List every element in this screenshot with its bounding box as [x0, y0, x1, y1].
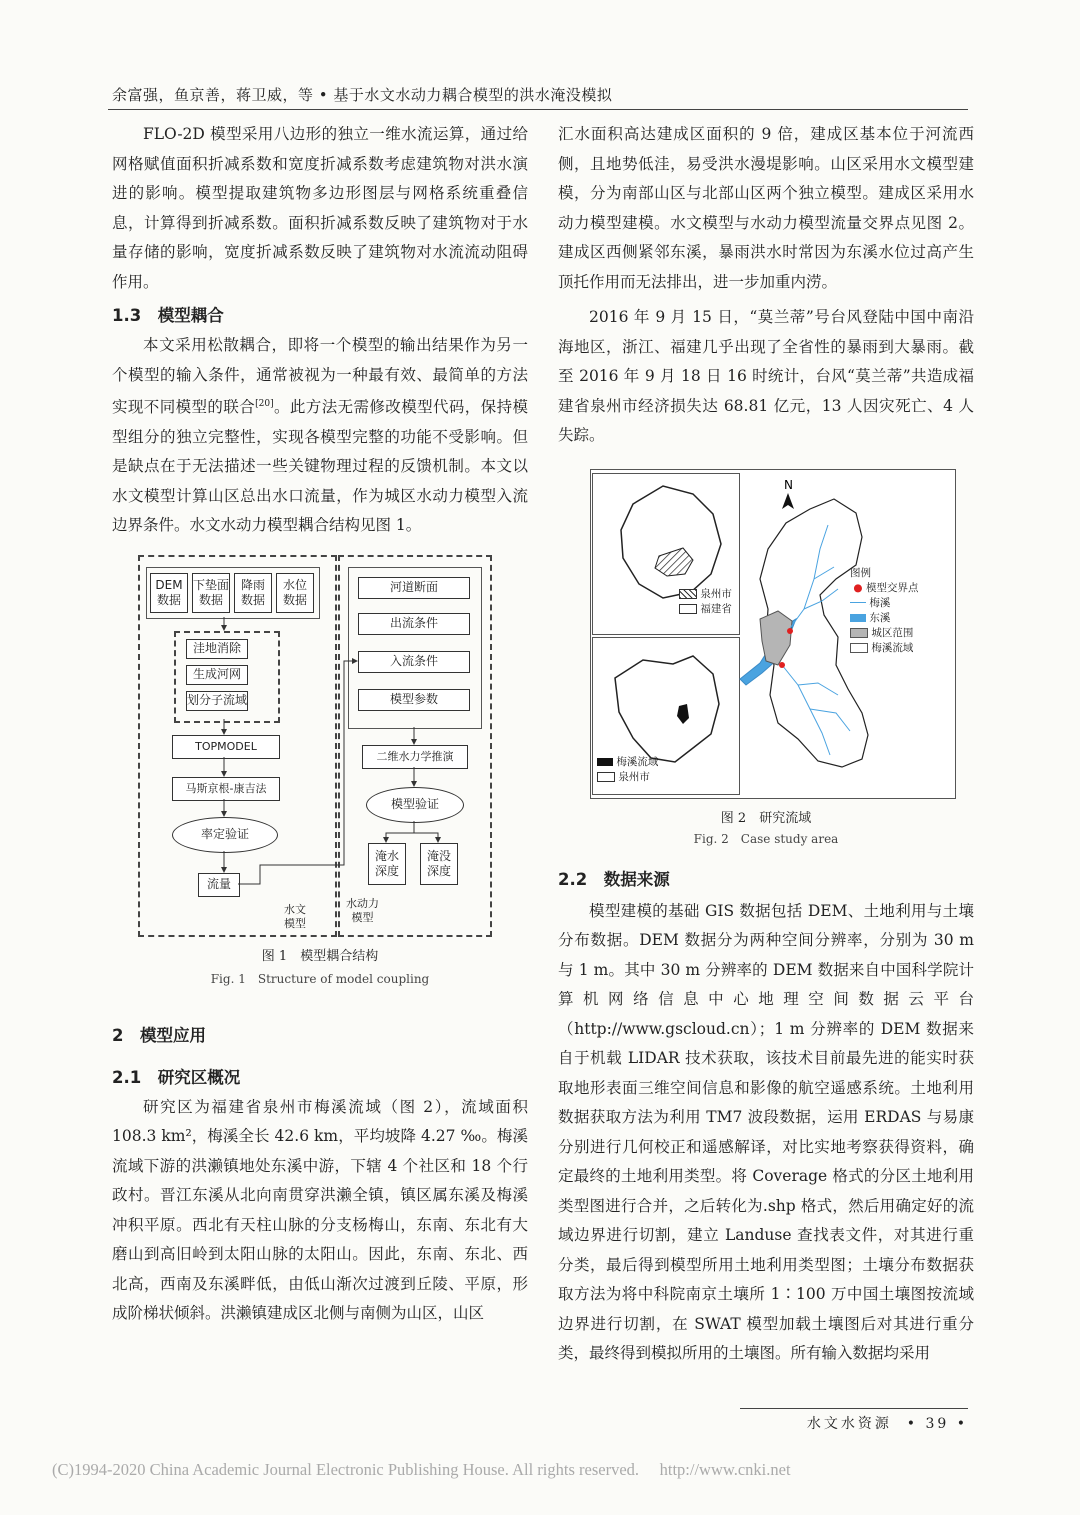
hd-valid-ellipse: 模型验证 [366, 787, 464, 823]
north-arrow-icon [782, 493, 794, 509]
inset-quanzhou [592, 637, 740, 795]
paragraph: 模型建模的基础 GIS 数据包括 DEM、土地利用与土壤分布数据。DEM 数据分为两种空间分辨率，分别为 30 m 与 1 m。其中 30 m 分辨率的 DEM 数据来自中国科学院计算机网络信息中心地理空间数据云平台（http://www.gscloud.cn）；1 m 分辨率的 DEM 数据来自于机载 LIDAR 技术获取，该技术目前最先进的能实时获取地形表面三维空间信息和影像的航空遥感系统。土地利用数据获取方法为利用 TM7 波段数据，运用 ERDAS 与易康分别进行几何校正和遥感解译，对比实地考察获得资料，确定最终的土地利用类型。将 Coverage 格式的分区土地利用类型图进行合并，之后转化为.shp 格式，然后用确定好的流域边界进行切割，建立 Landuse 查找表文件，对其进行重分类，最后得到模型所用土地利用类型图；土壤分布数据获取方法为将中科院南京土壤所 1∶100 万中国土壤图按流域边界进行切割，在 SWAT 模型加载土壤图后对其进行重分类，最终得到模拟所用的土壤图。所有输入数据均采用 [558, 901, 974, 1362]
figure-1 [112, 555, 528, 945]
calibration-ellipse: 率定验证 [172, 817, 278, 853]
legend-junction: ● 模型交界点 [853, 581, 919, 594]
section-heading-1-3: 1.3 模型耦合 [112, 306, 224, 325]
step-subbasin: 划分子流域 [186, 691, 248, 711]
hd-input-channel: 河道断面 [358, 577, 470, 599]
input-surface-box: 下垫面 数据 [192, 573, 230, 613]
hd-input-params: 模型参数 [358, 689, 470, 711]
inset1-legend [679, 586, 732, 616]
page-number: • 39 • [906, 1416, 968, 1432]
step-depression: 洼地消除 [186, 639, 248, 659]
flow-box: 流量 [198, 873, 240, 897]
hd-calc-box: 二维水力学推演 [362, 745, 468, 769]
map-legend [850, 565, 919, 655]
journal-footer [740, 1408, 968, 1435]
figure-2-caption-en: Fig. 2 Case study area [693, 831, 839, 846]
north-arrow-label: N [784, 477, 793, 492]
paragraph: 汇水面积高达建成区面积的 9 倍，建成区基本位于河流西侧，且地势低洼，易受洪水漫堤影响。山区采用水文模型建模，分为南部山区与北部山区两个独立模型。建成区采用水动力模型建模。水文模型与水动力模型流量交界点见图 2。建成区西侧紧邻东溪，暴雨洪水时常因为东溪水位过高产生顶托作用而无法排出，进一步加重内涝。 [558, 125, 974, 291]
section-heading-2-2: 2.2 数据来源 [558, 869, 670, 889]
legend-quanzhou: 泉州市 [679, 586, 732, 601]
figure-1-caption-en: Fig. 1 Structure of model coupling [210, 971, 430, 986]
paragraph: 研究区为福建省泉州市梅溪流域（图 2），流域面积 108.3 km²，梅溪全长 42.6 km，平均坡降 4.27 ‰。梅溪流域下游的洪濑镇地处东溪中游，下辖 4 个社区和 18 个行政村。晋江东溪从北向南贯穿洪濑全镇，镇区属东溪及梅溪冲积平原。西北有天柱山脉的分支杨梅山，东南、东北有大磨山到高旧岭到太阳山脉的太阳山。因此，东南、东北、西北高，西南及东溪畔低，由低山渐次过渡到丘陵、平原，形成阶梯状倾斜。洪濑镇建成区北侧与南侧为山区，山区 [112, 1097, 528, 1323]
journal-name: 水文水资源 [806, 1416, 892, 1432]
inputs-group-frame [146, 567, 320, 619]
input-dem-box: DEM 数据 [150, 573, 188, 613]
input-level-box: 水位 数据 [276, 573, 314, 613]
output-inundation-box: 淹水 深度 [368, 843, 406, 885]
section-heading-2-1: 2.1 研究区概况 [112, 1067, 241, 1087]
hydro-model-label: 水文 模型 [284, 902, 306, 930]
paragraph: FLO-2D 模型采用八边形的独立一维水流运算，通过给网格赋值面积折减系数和宽度折减系数考虑建筑物对洪水演进的影响。模型提取建筑物多边形图层与网格系统重叠信息，计算得到折减系数。面积折减系数反映了建筑物对于水量存储的影响，宽度折减系数反映了建筑物对水流流动阻碍作用。 [112, 125, 528, 291]
step-network: 生成河网 [186, 665, 248, 685]
header-rule [108, 109, 968, 110]
running-header: 余富强，鱼京善，蒋卫威，等 • 基于水文水动力耦合模型的洪水淹没模拟 [112, 86, 613, 104]
input-rain-box: 降雨 数据 [234, 573, 272, 613]
section-heading-2: 2 模型应用 [112, 1025, 206, 1045]
hd-input-outflow: 出流条件 [358, 613, 470, 635]
figure-2-caption-cn: 图 2 研究流域 [720, 810, 812, 826]
left-column [112, 120, 528, 1329]
muskingum-box: 马斯京根-康吉法 [172, 777, 280, 801]
paragraph: 本文采用松散耦合，即将一个模型的输出结果作为另一个模型的输入条件，通常被视为一种最有效、最简单的方法实现不同模型的联合[20]。此方法无需修改模型代码，保持模型组分的独立完整性，实现各模型完整的功能不受影响。但是缺点在于无法描述一些关键物理过程的反馈机制。本文以水文模型计算山区总出水口流量，作为城区水动力模型入流边界条件。水文水动力模型耦合结构见图 1。 [112, 336, 528, 535]
legend-basin: 梅溪流域 [850, 640, 919, 655]
inset-fujian [592, 473, 740, 635]
figure-2 [558, 469, 974, 799]
right-column [558, 120, 974, 1369]
topmodel-box: TOPMODEL [172, 735, 280, 759]
citation[interactable]: [20] [255, 399, 274, 409]
legend-meixi-basin: 梅溪流域 [597, 754, 658, 769]
hd-model-label: 水动力 模型 [346, 896, 379, 924]
copyright-notice: (C)1994-2020 China Academic Journal Electronic Publishing House. All rights reserved. http://www.cnki.net [52, 1460, 791, 1479]
paragraph: 2016 年 9 月 15 日，“莫兰蒂”号台风登陆中国中南沿海地区，浙江、福建几乎出现了全省性的暴雨到大暴雨。截至 2016 年 9 月 18 日 16 时统计，台风“莫兰蒂”共造成福建省泉州市经济损失达 68.81 亿元，13 人因灾死亡、4 人失踪。 [558, 308, 974, 444]
hd-input-inflow: 入流条件 [358, 651, 470, 673]
legend-urban: 城区范围 [850, 625, 919, 640]
legend-fujian: 福建省 [679, 601, 732, 616]
legend-meixi: 梅溪 [850, 595, 919, 610]
junction-point [787, 628, 793, 634]
legend-dongxi: 东溪 [850, 610, 919, 625]
junction-point [779, 662, 785, 668]
figure-1-caption-cn: 图 1 模型耦合结构 [261, 948, 379, 964]
inset2-legend [597, 754, 658, 784]
output-depth-box: 淹没 深度 [420, 843, 458, 885]
legend-quanzhou-city: 泉州市 [597, 769, 658, 784]
legend-title: 图例 [850, 566, 871, 579]
